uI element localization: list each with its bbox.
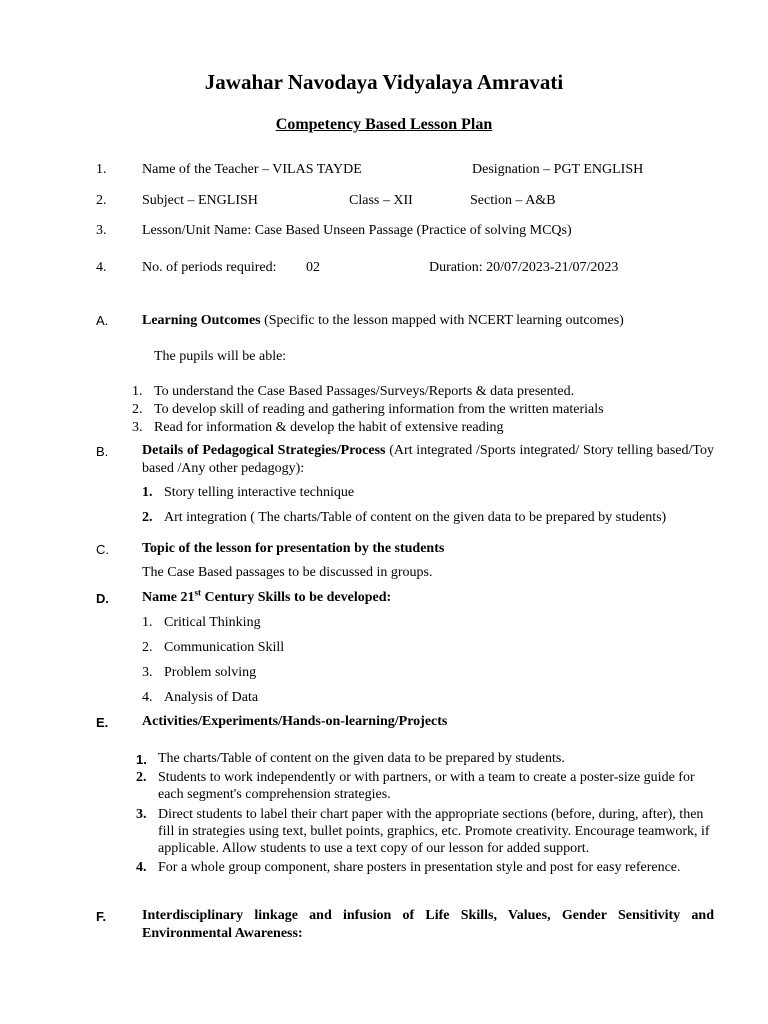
outcome-3-number: 3.: [132, 420, 143, 435]
skill-1-number: 1.: [142, 615, 153, 630]
section-d-heading-sup: st: [194, 587, 201, 598]
subject: Subject – ENGLISH: [142, 193, 258, 208]
activity-4-number: 4.: [136, 860, 147, 875]
outcome-2-number: 2.: [132, 402, 143, 417]
section-c-text: The Case Based passages to be discussed in groups.: [142, 565, 433, 580]
class: Class – XII: [349, 193, 413, 208]
section-a-heading-bold: Learning Outcomes: [142, 313, 261, 328]
strategy-2-number: 2.: [142, 510, 153, 525]
section: Section – A&B: [470, 193, 556, 208]
section-f-letter: F.: [96, 909, 107, 924]
strategy-2-text: Art integration ( The charts/Table of content on the given data to be prepared by students): [164, 510, 667, 525]
section-a-heading-rest: (Specific to the lesson mapped with NCERT learning outcomes): [260, 313, 624, 328]
section-a-heading: [142, 312, 624, 329]
lesson-name: Lesson/Unit Name: Case Based Unseen Passage (Practice of solving MCQs): [142, 223, 572, 238]
section-b-heading: [142, 442, 714, 478]
outcome-3-text: Read for information & develop the habit of extensive reading: [154, 420, 504, 435]
activity-3-text: Direct students to label their chart paper with the appropriate sections (before, during, after), then fill in strategies using text, bullet points, graphics, etc. Promote creativity. Encourage teamwork, if applicable. Allow students to use a text copy of our lesson for added support.: [158, 807, 710, 856]
info-row-3-number: 3.: [96, 223, 107, 238]
outcome-2-text: To develop skill of reading and gathering information from the written materials: [154, 402, 604, 417]
outcome-1-text: To understand the Case Based Passages/Surveys/Reports & data presented.: [154, 384, 575, 399]
activity-3-number: 3.: [136, 807, 147, 822]
duration: Duration: 20/07/2023-21/07/2023: [429, 260, 619, 275]
skill-3-number: 3.: [142, 665, 153, 680]
teacher-name: Name of the Teacher – VILAS TAYDE: [142, 162, 362, 177]
info-row-4-number: 4.: [96, 260, 107, 275]
section-c-letter: C.: [96, 542, 109, 557]
section-b-heading-bold: Details of Pedagogical Strategies/Process: [142, 443, 386, 458]
section-d-letter: D.: [96, 591, 109, 606]
skill-3-text: Problem solving: [164, 665, 257, 680]
skill-4-text: Analysis of Data: [164, 690, 259, 705]
periods-value: 02: [306, 260, 320, 275]
skill-2-text: Communication Skill: [164, 640, 285, 655]
activity-1-text: The charts/Table of content on the given data to be prepared by students.: [158, 751, 565, 766]
document-subtitle: Competency Based Lesson Plan: [275, 116, 493, 133]
section-d-heading: [142, 589, 391, 606]
strategy-1-number: 1.: [142, 485, 153, 500]
section-f-heading: Interdisciplinary linkage and infusion of Life Skills, Values, Gender Sensitivity and Environmental Awareness:: [142, 908, 714, 941]
section-a-intro: The pupils will be able:: [154, 349, 287, 364]
activity-2-text: Students to work independently or with partners, or with a team to create a poster-size guide for each segment's comprehension strategies.: [158, 770, 695, 802]
periods-label: No. of periods required:: [142, 260, 277, 275]
activity-2-number: 2.: [136, 770, 147, 785]
section-e-letter: E.: [96, 715, 109, 730]
outcome-1-number: 1.: [132, 384, 143, 399]
section-e-heading: Activities/Experiments/Hands-on-learning/Projects: [142, 714, 448, 729]
section-a-letter: A.: [96, 313, 109, 328]
section-c-heading: Topic of the lesson for presentation by the students: [142, 541, 445, 556]
skill-1-text: Critical Thinking: [164, 615, 261, 630]
section-d-heading-post: Century Skills to be developed:: [201, 590, 392, 605]
skill-2-number: 2.: [142, 640, 153, 655]
skill-4-number: 4.: [142, 690, 153, 705]
section-b-heading-rest: (Art integrated /Sports integrated/ Story telling based/Toy based /Any other pedagogy):: [142, 443, 714, 476]
school-title: Jawahar Navodaya Vidyalaya Amravati: [204, 70, 564, 94]
section-b-letter: B.: [96, 444, 109, 459]
strategy-1-text: Story telling interactive technique: [164, 485, 355, 500]
activity-4-text: For a whole group component, share posters in presentation style and post for easy reference.: [158, 860, 681, 875]
activity-1-number: 1.: [136, 752, 147, 767]
info-row-1-number: 1.: [96, 162, 107, 177]
info-row-2-number: 2.: [96, 193, 107, 208]
designation: Designation – PGT ENGLISH: [472, 162, 644, 177]
section-d-heading-pre: Name 21: [142, 590, 195, 605]
